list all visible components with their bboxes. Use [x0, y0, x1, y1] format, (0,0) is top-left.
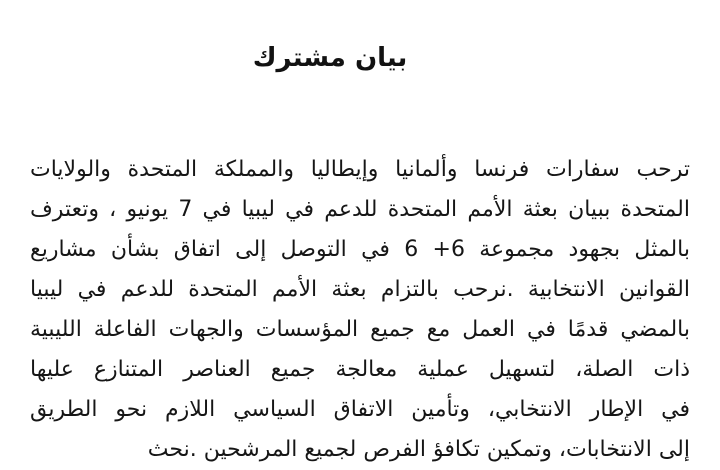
- body-line: ترحب سفارات فرنسا وألمانيا وإيطاليا والمملكة المتحدة والولايات: [30, 157, 690, 182]
- body-line: في الإطار الانتخابي، وتأمين الاتفاق السياسي اللازم نحو الطريق: [30, 397, 690, 422]
- document-body: [0, 150, 720, 470]
- body-line: القوانين الانتخابية .نرحب بالتزام بعثة الأمم المتحدة للدعم في ليبيا: [30, 277, 690, 302]
- body-line: بالمضي قدمًا في العمل مع جميع المؤسسات والجهات الفاعلة الليبية: [30, 317, 690, 342]
- document-title: بيان مشترك: [252, 43, 408, 73]
- body-line: بالمثل بجهود مجموعة 6+ 6 في التوصل إلى اتفاق بشأن مشاريع: [30, 237, 690, 262]
- body-line: إلى الانتخابات، وتمكين تكافؤ الفرص لجميع المرشحين .نحث: [147, 437, 690, 462]
- body-line: ذات الصلة، لتسهيل عملية معالجة جميع العناصر المتنازع عليها: [30, 357, 690, 382]
- body-line: المتحدة ببيان بعثة الأمم المتحدة للدعم في ليبيا في 7 يونيو ، وتعترف: [30, 197, 690, 222]
